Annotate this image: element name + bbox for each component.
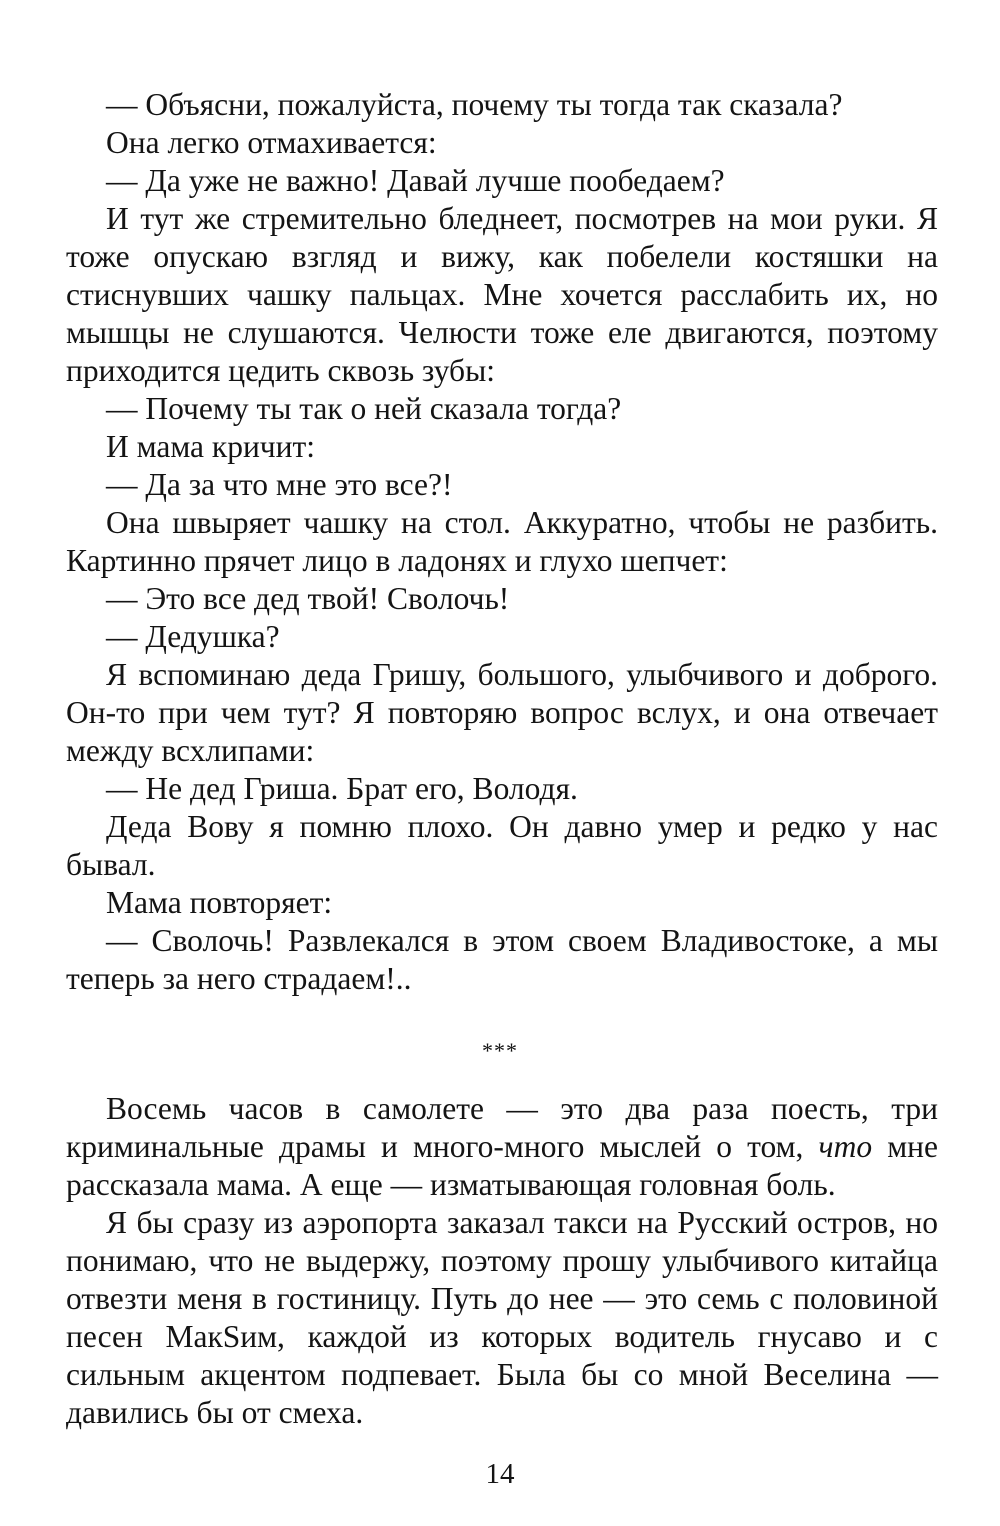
paragraph-13: Деда Вову я помню плохо. Он давно умер и редко у нас бывал. <box>66 809 938 882</box>
paragraph-7: — Да за что мне это все?! <box>106 467 453 502</box>
paragraph-4: И тут же стремительно бледнеет, посмотрев на мои руки. Я тоже опускаю взгляд и вижу, как побелели костяшки на стиснувших чашку пальцах. Мне хочется расслабить их, но мышцы не слушаются. Челюсти тоже еле двигаются, поэтому приходится цедить сквозь зубы: <box>66 201 938 388</box>
paragraph-16-end: мне рассказала мама. А еще — изматывающая головная боль. <box>66 1129 938 1202</box>
paragraph-1: — Объясни, пожалуйста, почему ты тогда так сказала? <box>106 87 843 122</box>
section-separator: *** <box>482 1038 518 1063</box>
paragraph-16 <box>66 1090 938 1204</box>
section-2 <box>66 1090 938 1432</box>
paragraph-10: — Дедушка? <box>106 619 280 654</box>
paragraph-9: — Это все дед твой! Сволочь! <box>106 581 510 616</box>
paragraph-5: — Почему ты так о ней сказала тогда? <box>106 391 622 426</box>
paragraph-14: Мама повторяет: <box>106 885 333 920</box>
italic-word: что <box>818 1129 873 1164</box>
section-1 <box>66 86 938 998</box>
page-number: 14 <box>485 1458 515 1490</box>
paragraph-3: — Да уже не важно! Давай лучше пообедаем? <box>106 163 725 198</box>
paragraph-6: И мама кричит: <box>106 429 316 464</box>
paragraph-16-start: Восемь часов в самолете — это два раза поесть, три криминальные драмы и много-много мыслей о том, <box>66 1091 938 1164</box>
paragraph-11: Я вспоминаю деда Гришу, большого, улыбчивого и доброго. Он-то при чем тут? Я повторяю вопрос вслух, и она отвечает между всхлипами: <box>66 657 938 768</box>
paragraph-12: — Не дед Гриша. Брат его, Володя. <box>106 771 578 806</box>
paragraph-2: Она легко отмахивается: <box>106 125 437 160</box>
paragraph-8: Она швыряет чашку на стол. Аккуратно, чтобы не разбить. Картинно прячет лицо в ладонях и глухо шепчет: <box>66 505 938 578</box>
paragraph-15: — Сволочь! Развлекался в этом своем Владивостоке, а мы теперь за него страдаем!.. <box>66 923 938 996</box>
paragraph-17: Я бы сразу из аэропорта заказал такси на Русский остров, но понимаю, что не выдержу, поэтому прошу улыбчивого китайца отвезти меня в гостиницу. Путь до нее — это семь с половиной песен МакSим, каждой из которых водитель гнусаво и с сильным акцентом подпевает. Была бы со мной Веселина — давились бы от смеха. <box>66 1205 938 1430</box>
